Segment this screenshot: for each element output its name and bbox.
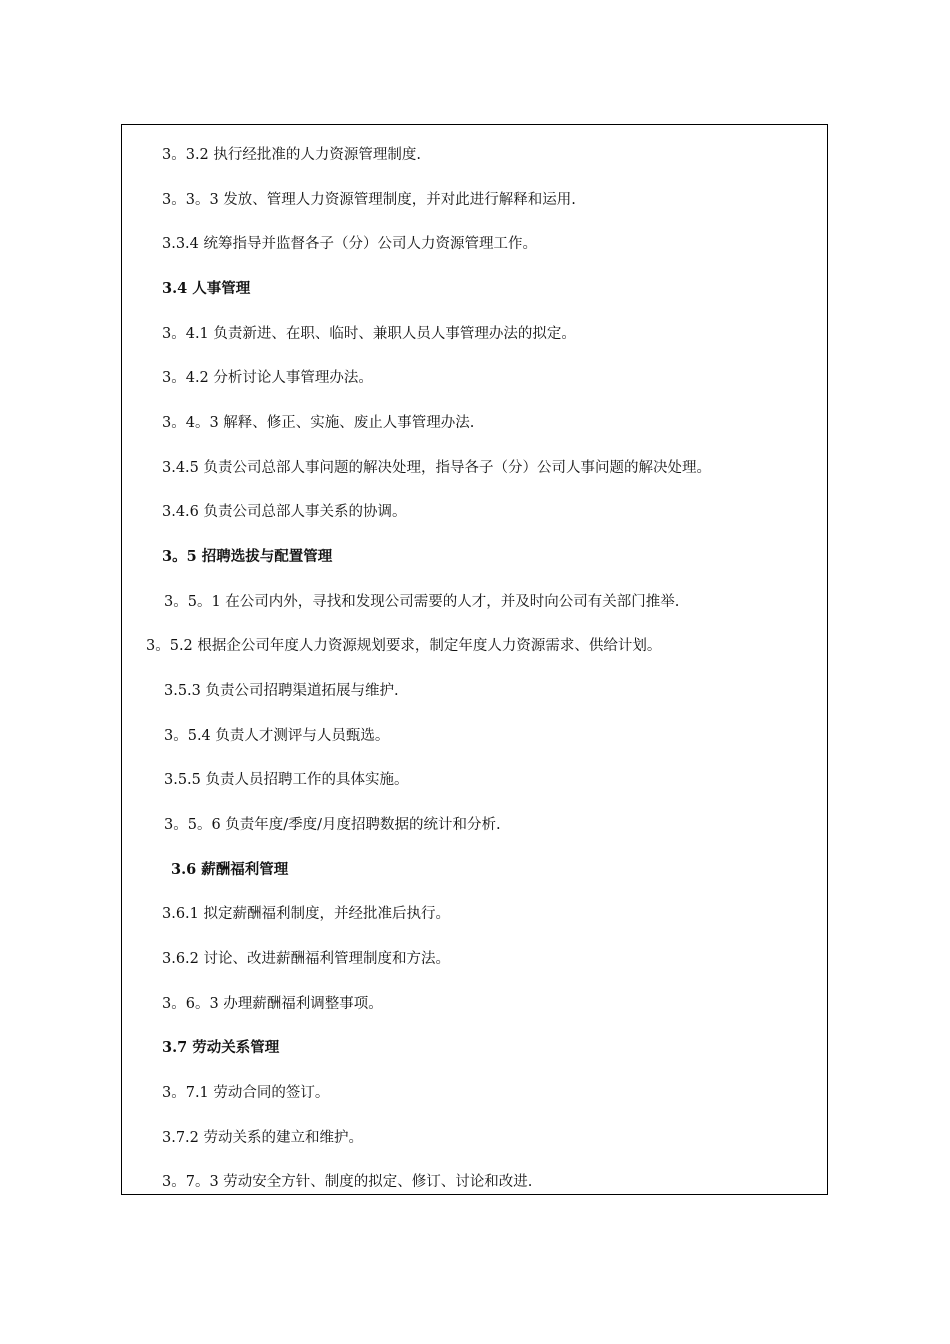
heading-3-4: 3.4 人事管理 [162,280,251,297]
line-3-5-4: 3。5.4 负责人才测评与人员甄选。 [164,728,390,744]
line-3-6-3: 3。6。3 办理薪酬福利调整事项。 [162,996,383,1012]
line-3-4-6: 3.4.6 负责公司总部人事关系的协调。 [162,504,407,520]
line-3-5-5: 3.5.5 负责人员招聘工作的具体实施。 [164,772,409,788]
line-3-4-2: 3。4.2 分析讨论人事管理办法。 [162,370,373,386]
heading-3-6: 3.6 薪酬福利管理 [171,861,289,878]
heading-3-7: 3.7 劳动关系管理 [162,1039,280,1056]
line-3-5-6: 3。5。6 负责年度/季度/月度招聘数据的统计和分析. [164,817,501,833]
line-3-4-5: 3.4.5 负责公司总部人事问题的解决处理，指导各子（分）公司人事问题的解决处理。 [162,460,712,476]
line-3-4-3: 3。4。3 解释、修正、实施、废止人事管理办法. [162,415,475,431]
line-3-6-2: 3.6.2 讨论、改进薪酬福利管理制度和方法。 [162,951,451,967]
line-3-7-3: 3。7。3 劳动安全方针、制度的拟定、修订、讨论和改进. [162,1174,533,1190]
line-3-4-1: 3。4.1 负责新进、在职、临时、兼职人员人事管理办法的拟定。 [162,326,576,342]
line-3-5-2: 3。5.2 根据企公司年度人力资源规划要求，制定年度人力资源需求、供给计划。 [146,638,662,654]
line-3-5-3: 3.5.3 负责公司招聘渠道拓展与维护. [164,683,399,699]
line-3-3-4: 3.3.4 统筹指导并监督各子（分）公司人力资源管理工作。 [162,236,538,252]
line-3-3-3: 3。3。3 发放、管理人力资源管理制度，并对此进行解释和运用. [162,192,576,208]
line-3-7-2: 3.7.2 劳动关系的建立和维护。 [162,1130,364,1146]
line-3-6-1: 3.6.1 拟定薪酬福利制度，并经批准后执行。 [162,906,451,922]
line-3-7-1: 3。7.1 劳动合同的签订。 [162,1085,330,1101]
heading-3-5: 3。5 招聘选拔与配置管理 [162,548,333,565]
line-3-5-1: 3。5。1 在公司内外，寻找和发现公司需要的人才，并及时向公司有关部门推举. [164,594,680,610]
line-3-3-2: 3。3.2 执行经批准的人力资源管理制度. [162,147,422,163]
